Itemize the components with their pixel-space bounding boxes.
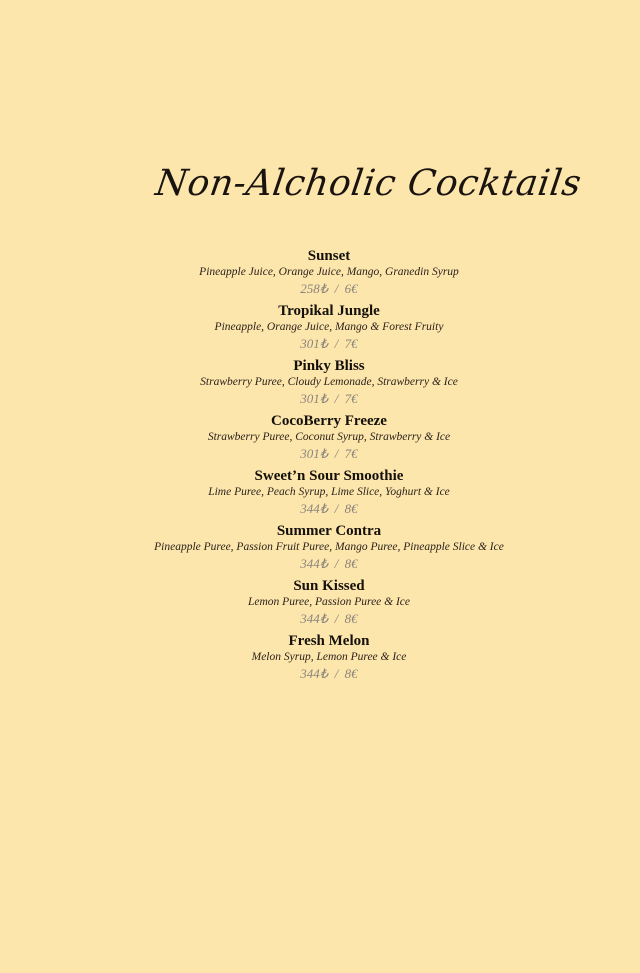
item-price: 344₺ / 8€: [300, 611, 358, 626]
page-title: Non-Alcholic Cocktails: [152, 163, 585, 204]
item-ingredients: Lime Puree, Peach Syrup, Lime Slice, Yoghurt & Ice: [208, 486, 450, 498]
item-name: Fresh Melon: [288, 633, 370, 649]
item-price: 301₺ / 7€: [300, 336, 358, 351]
menu-item: [9, 631, 640, 686]
item-name: Summer Contra: [276, 523, 382, 539]
item-price: 301₺ / 7€: [300, 391, 358, 406]
item-ingredients: Pineapple Puree, Passion Fruit Puree, Mango Puree, Pineapple Slice & Ice: [154, 541, 504, 553]
item-name: Tropikal Jungle: [278, 303, 380, 319]
item-ingredients: Strawberry Puree, Coconut Syrup, Strawberry & Ice: [207, 431, 451, 443]
item-name: Sunset: [307, 248, 351, 264]
item-ingredients: Pineapple Juice, Orange Juice, Mango, Granedin Syrup: [199, 266, 459, 278]
item-price: 344₺ / 8€: [300, 501, 358, 516]
menu-item: [9, 521, 640, 576]
menu-item: [9, 466, 640, 521]
menu-item: [9, 411, 640, 466]
item-name: Sweet’n Sour Smoothie: [254, 468, 404, 484]
item-ingredients: Lemon Puree, Passion Puree & Ice: [247, 596, 411, 608]
item-name: CocoBerry Freeze: [271, 413, 387, 429]
item-price: 258₺ / 6€: [300, 281, 358, 296]
item-price: 344₺ / 8€: [300, 666, 358, 681]
item-name: Sun Kissed: [293, 578, 365, 594]
menu-item: [9, 301, 640, 356]
item-price: 301₺ / 7€: [300, 446, 358, 461]
item-ingredients: Strawberry Puree, Cloudy Lemonade, Strawberry & Ice: [200, 376, 458, 388]
cocktail-list: [0, 246, 640, 686]
menu-item: [9, 576, 640, 631]
item-ingredients: Melon Syrup, Lemon Puree & Ice: [251, 651, 407, 663]
item-name: Pinky Bliss: [293, 358, 365, 374]
menu-item: [9, 246, 640, 301]
item-price: 344₺ / 8€: [300, 556, 358, 571]
menu-item: [9, 356, 640, 411]
item-ingredients: Pineapple, Orange Juice, Mango & Forest Fruity: [214, 321, 444, 333]
